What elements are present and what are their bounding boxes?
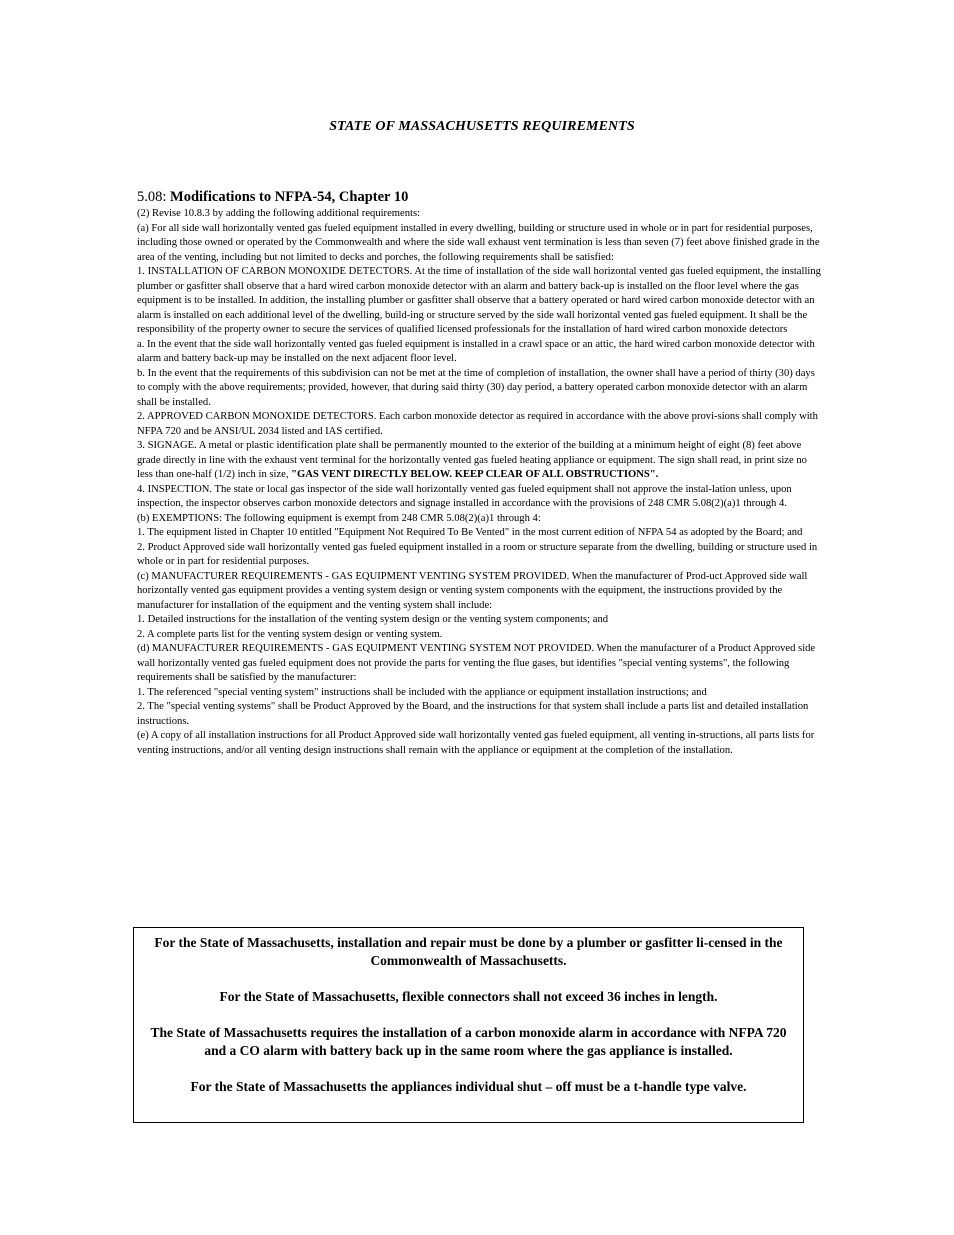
page-title: STATE OF MASSACHUSETTS REQUIREMENTS	[329, 119, 635, 134]
paragraph-co-detectors: 1. INSTALLATION OF CARBON MONOXIDE DETECTORS. At the time of installation of the side wall horizontal vented gas fueled equipment, the installing plumber or gasfitter shall observe that a hard wired carbon monoxide detector with an alarm and battery back-up is installed on the floor level where the gas equipment is to be installed. In addition, the installing plumber or gasfitter shall observe that a battery operated or hard wired carbon monoxide detector with an alarm is installed on each additional level of the dwelling, build-ing or structure served by the side wall horizontal vented gas fueled equipment. It shall be the responsibility of the property owner to secure the services of qualified licensed professionals for the installation of hard wired carbon monoxide detectors	[137, 266, 821, 335]
paragraph-thirty-days: b. In the event that the requirements of this subdivision can not be met at the time of completion of installation, the owner shall have a period of thirty (30) days to comply with the above requirements; provided, however, that during said thirty (30) day period, a battery operated carbon monoxide detector with an alarm shall be installed.	[137, 367, 815, 408]
signage-bold-text: "GAS VENT DIRECTLY BELOW. KEEP CLEAR OF ALL OBSTRUCTIONS".	[291, 469, 659, 480]
paragraph-signage	[137, 439, 821, 483]
notice-flexible-connectors: For the State of Massachusetts, flexible connectors shall not exceed 36 inches in length.	[219, 989, 718, 1004]
paragraph-inspection: 4. INSPECTION. The state or local gas inspector of the side wall horizontally vented gas fueled equipment shall not approve the instal-lation unless, upon inspection, the inspector observes carbon monoxide detectors and signage installed in accordance with the provisions of 248 CMR 5.08(2)(a)1 through 4.	[137, 483, 792, 509]
paragraph-e: (e) A copy of all installation instructions for all Product Approved side wall horizontally vented gas fueled equipment, all venting in-structions, all parts lists for venting instructions, and/or all venting design instructions shall remain with the appliance or equipment at the completion of the installation.	[137, 730, 815, 756]
section-name: Modifications to NFPA-54, Chapter 10	[170, 189, 409, 205]
paragraph-c-1: 1. Detailed instructions for the installation of the venting system design or the venting system components; and	[137, 614, 609, 625]
paragraph-exemption-2: 2. Product Approved side wall horizontally vented gas fueled equipment installed in a room or structure separate from the dwelling, building or structure used in whole or in part for residential purposes.	[137, 541, 818, 567]
paragraph-approved-detectors: 2. APPROVED CARBON MONOXIDE DETECTORS. Each carbon monoxide detector as required in accordance with the above provi-sions shall comply with NFPA 720 and be ANSI/UL 2034 listed and IAS certified.	[137, 411, 818, 437]
paragraph-d-1: 1. The referenced "special venting system" instructions shall be included with the appliance or equipment installation instructions; and	[137, 686, 707, 698]
paragraph-c-2: 2. A complete parts list for the venting system design or venting system.	[137, 628, 443, 640]
section-body	[137, 207, 821, 758]
notice-licensed-installer: For the State of Massachusetts, installation and repair must be done by a plumber or gasfitter li-censed in the Commonwealth of Massachusetts.	[154, 935, 783, 968]
paragraph-exemption-1: 1. The equipment listed in Chapter 10 entitled "Equipment Not Required To Be Vented" in the most current edition of NFPA 54 as adopted by the Board; and	[137, 527, 803, 538]
paragraph-intro: (2) Revise 10.8.3 by adding the following additional requirements:	[137, 208, 421, 219]
paragraph-exemptions: (b) EXEMPTIONS: The following equipment is exempt from 248 CMR 5.08(2)(a)1 through 4:	[137, 512, 541, 524]
paragraph-a: (a) For all side wall horizontally vented gas fueled equipment installed in every dwelling, building or structure used in whole or in part for residential purposes, including those owned or operated by the Commonwealth and where the side wall exhaust vent termination is less than seven (7) feet above finished grade in the area of the venting, including but not limited to decks and porches, the following requirements shall be satisfied:	[137, 222, 820, 263]
paragraph-crawl-space: a. In the event that the side wall horizontally vented gas fueled equipment is installed in a crawl space or an attic, the hard wired carbon monoxide detector with alarm and battery back-up may be installed on the next adjacent floor level.	[137, 338, 815, 364]
section-heading	[137, 188, 821, 206]
regulation-section	[137, 188, 821, 758]
paragraph-c: (c) MANUFACTURER REQUIREMENTS - GAS EQUIPMENT VENTING SYSTEM PROVIDED. When the manufacturer of Prod-uct Approved side wall horizontally vented gas equipment provides a venting system design or venting system components with the equipment, the instructions provided by the manufacturer for installation of the equipment and the venting system shall include:	[137, 570, 808, 611]
paragraph-d: (d) MANUFACTURER REQUIREMENTS - GAS EQUIPMENT VENTING SYSTEM NOT PROVIDED. When the manufacturer of a Product Approved side wall horizontally vented gas fueled equipment does not provide the parts for venting the flue gases, but identifies "special venting systems", the following requirements shall be satisfied by the manufacturer:	[137, 643, 816, 683]
massachusetts-notice-box	[133, 927, 804, 1123]
notice-shut-off-valve: For the State of Massachusetts the appliances individual shut – off must be a t-handle type valve.	[190, 1079, 747, 1094]
notice-co-alarm: The State of Massachusetts requires the installation of a carbon monoxide alarm in accordance with NFPA 720 and a CO alarm with battery back up in the same room where the gas appliance is installed.	[150, 1025, 787, 1058]
signage-text: 3. SIGNAGE. A metal or plastic identification plate shall be permanently mounted to the exterior of the building at a minimum height of eight (8) feet above grade directly in line with the exhaust vent terminal for the horizontally vented gas fueled heating appliance or equipment. The sign shall read, in print size no less than one-half (1/2) inch in size,	[137, 440, 807, 480]
paragraph-d-2: 2. The "special venting systems" shall be Product Approved by the Board, and the instructions for that system shall include a parts list and detailed installation instructions.	[137, 701, 809, 727]
section-number: 5.08:	[137, 189, 167, 205]
